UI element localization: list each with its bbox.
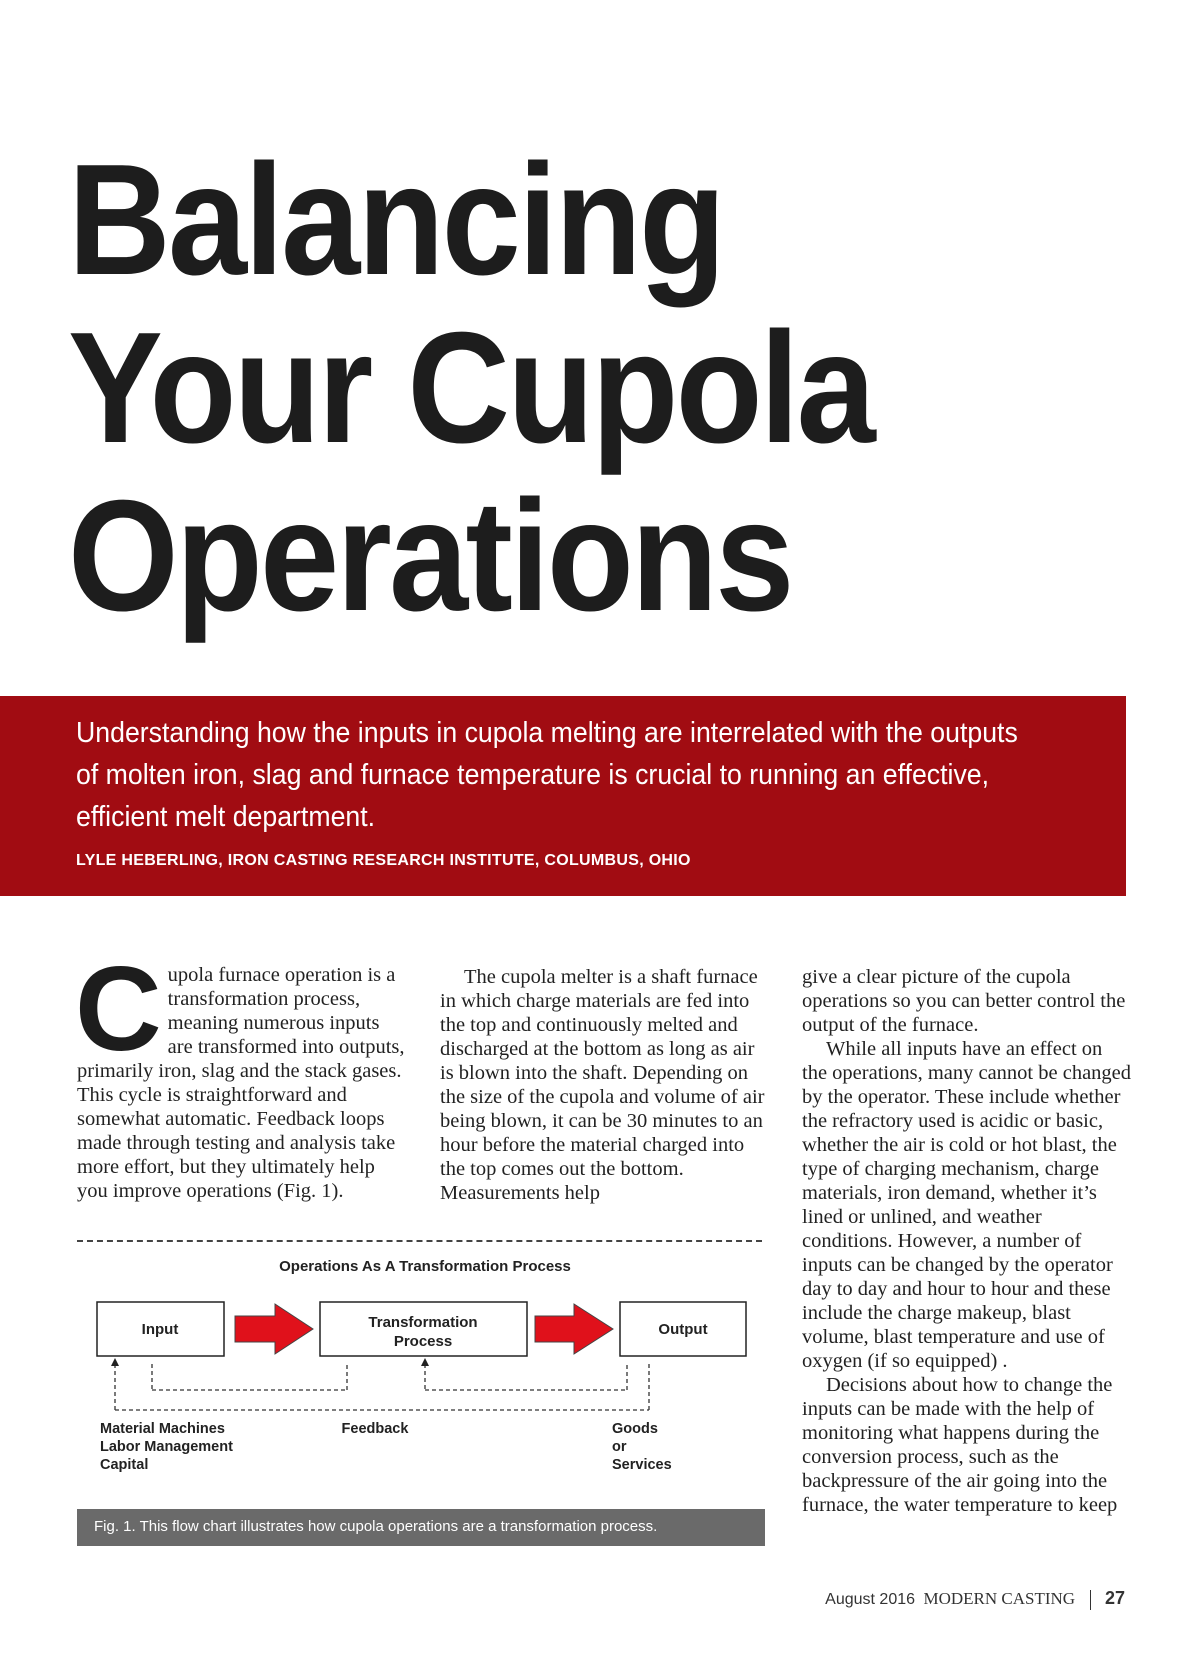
title-line: Balancing	[68, 132, 724, 308]
process-label: Transformation	[368, 1314, 478, 1331]
flow-chart-figure	[77, 1254, 762, 1474]
figure-caption: Fig. 1. This flow chart illustrates how cupola operations are a transformation process.	[94, 1518, 658, 1535]
footer-divider	[1090, 1590, 1091, 1610]
article-title	[68, 132, 874, 644]
input-label: Input	[141, 1321, 179, 1338]
body-column-1	[75, 942, 407, 1203]
flow-arrow-icon	[235, 1304, 313, 1354]
body-paragraph: While all inputs have an effect on the operations, many cannot be changed by the operator. These include whether the refractory used is acidic or basic, whether the air is cold or hot blast, the type of charging mechanism, charge materials, iron demand, whether it’s lined or unlined, and weather conditions. However, a number of inputs can be changed by the operator day to day and hour to hour and these include the charge makeup, blast volume, blast temperature and use of oxygen (if so equipped) .	[802, 1038, 1132, 1372]
title-line: Your Cupola	[68, 300, 874, 476]
output-item: Goods	[612, 1421, 658, 1437]
feedback-lines	[115, 1364, 649, 1410]
figure-divider	[77, 1240, 762, 1242]
body-paragraph: give a clear picture of the cupola operations so you can better control the output of the furnace.	[802, 966, 1126, 1036]
input-item: Labor Management	[100, 1439, 233, 1455]
deck-text: Understanding how the inputs in cupola melting are interrelated with the outputs of molten iron, slag and furnace temperature is crucial to running an effective, efficient melt department.	[76, 717, 1018, 833]
process-label: Process	[393, 1333, 453, 1350]
feedback-arrowheads	[111, 1358, 429, 1366]
drop-cap: C	[75, 942, 162, 1076]
page-footer	[825, 1588, 1125, 1610]
arrowhead-icon	[111, 1358, 119, 1366]
title-line: Operations	[68, 468, 792, 644]
body-column-2	[440, 965, 770, 1205]
body-column-3	[802, 965, 1132, 1517]
output-item: Services	[612, 1457, 672, 1473]
issue-date: August 2016	[825, 1591, 916, 1608]
feedback-label: Feedback	[341, 1421, 409, 1437]
input-item: Capital	[100, 1457, 149, 1473]
flow-arrow-icon	[535, 1304, 613, 1354]
output-label: Output	[658, 1321, 708, 1338]
page-number: 27	[1104, 1588, 1125, 1608]
body-paragraph: upola furnace operation is a transformation process, meaning numerous inputs are transformed into outputs, primarily iron, slag and the stack gases. This cycle is straightforward and somewhat automatic. Feedback loops made through testing and analysis take more effort, but they ultimately help you improve operations (Fig. 1).	[77, 964, 405, 1202]
figure-title: Operations As A Transformation Process	[279, 1258, 571, 1275]
flow-chart	[77, 1254, 762, 1474]
magazine-name: MODERN CASTING	[923, 1589, 1076, 1608]
input-item: Material Machines	[100, 1421, 225, 1437]
arrowhead-icon	[421, 1358, 429, 1366]
output-item: or	[612, 1439, 627, 1455]
byline: LYLE HEBERLING, IRON CASTING RESEARCH INSTITUTE, COLUMBUS, OHIO	[76, 852, 691, 869]
body-paragraph: The cupola melter is a shaft furnace in which charge materials are fed into the top and continuously melted and discharged at the bottom as long as air is blown into the shaft. Depending on the size of the cupola and volume of air being blown, it can be 30 minutes to an hour before the material charged into the top comes out the bottom. Measurements help	[440, 966, 765, 1204]
body-paragraph: Decisions about how to change the inputs can be made with the help of monitoring what happens during the conversion process, such as the backpressure of the air going into the furnace, the water temperature to keep	[802, 1374, 1118, 1516]
